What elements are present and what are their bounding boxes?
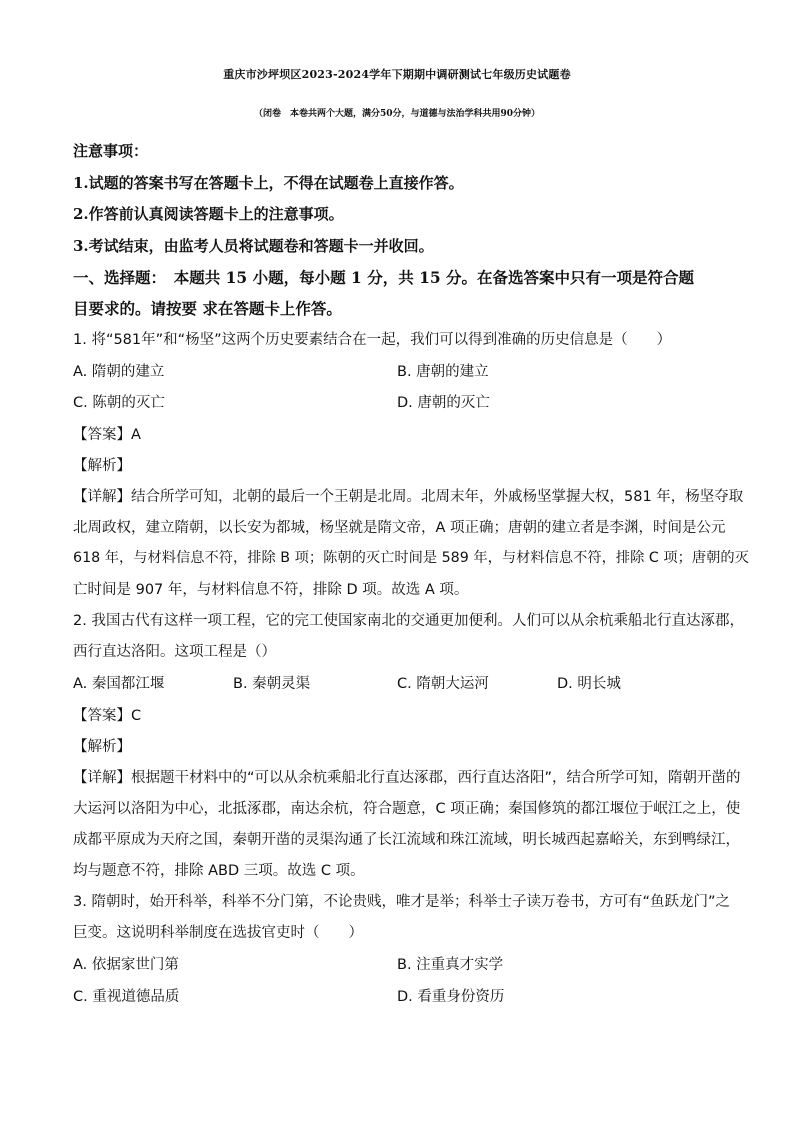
option-c: C. 隋朝大运河 [397,676,489,692]
note-item: 3.考试结束，由监考人员将试题卷和答题卡一并收回。 [73,237,434,255]
detail-line: 【详解】结合所学可知，北朝的最后一个王朝是北周。北周末年，外戚杨坚掌握大权，581 年，杨坚夺取 [73,489,744,505]
note-item: 1.试题的答案书写在答题卡上，不得在试题卷上直接作答。 [73,174,464,192]
option-d: D. 唐朝的灭亡 [397,395,490,411]
detail-line: 成都平原成为天府之国，秦朝开凿的灵渠沟通了长江流域和珠江流域，明长城西起嘉峪关，东到鸭绿江， [73,832,740,848]
option-b: B. 唐朝的建立 [397,364,489,380]
question-stem-cont: 巨变。这说明科举制度在选拔官吏时（ ） [73,925,363,941]
answer-label: 【答案】A [73,427,141,443]
option-d: D. 明长城 [557,676,621,692]
option-b: B. 注重真才实学 [397,957,504,973]
question-stem: 1. 将“581年”和“杨坚”这两个历史要素结合在一起，我们可以得到准确的历史信息是（ ） [73,332,672,348]
page-subtitle: （闭卷 本卷共两个大题，满分50分，与道德与法治学科共用90分钟） [253,109,541,119]
option-d: D. 看重身份资历 [397,989,505,1005]
note-item: 2.作答前认真阅读答题卡上的注意事项。 [73,205,344,223]
section-heading-cont: 目要求的。请按要 求在答题卡上作答。 [73,299,342,318]
notes-heading: 注意事项： [73,142,149,160]
detail-line: 大运河以洛阳为中心，北抵涿郡，南达余杭，符合题意，C 项正确；秦国修筑的都江堰位于岷江之上，使 [73,801,741,817]
answer-label: 【答案】C [73,708,142,724]
option-a: A. 秦国都江堰 [73,676,165,692]
option-a: A. 依据家世门第 [73,957,179,973]
detail-line: 北周政权，建立隋朝，以长安为都城，杨坚就是隋文帝，A 项正确；唐朝的建立者是李渊，时间是公元 [73,520,726,536]
section-heading: 一、选择题： 本题共 15 小题，每小题 1 分，共 15 分。在备选答案中只有一项是符合题 [73,268,695,287]
detail-line: 618 年，与材料信息不符，排除 B 项；陈朝的灭亡时间是 589 年，与材料信息不符，排除 C 项；唐朝的灭 [73,550,749,566]
detail-line: 均与题意不符，排除 ABD 三项。故选 C 项。 [73,863,365,879]
page-title: 重庆市沙坪坝区2023-2024学年下期期中调研测试七年级历史试题卷 [223,68,571,81]
question-stem: 2. 我国古代有这样一项工程，它的完工使国家南北的交通更加便利。人们可以从余杭乘船北行直达涿郡， [73,613,744,629]
analysis-label: 【解析】 [73,739,131,755]
option-a: A. 隋朝的建立 [73,364,165,380]
analysis-label: 【解析】 [73,458,131,474]
question-stem-cont: 西行直达洛阳。这项工程是（） [73,644,276,660]
option-b: B. 秦朝灵渠 [233,676,311,692]
detail-line: 亡时间是 907 年，与材料信息不符，排除 D 项。故选 A 项。 [73,582,469,598]
question-stem: 3. 隋朝时，始开科举，科举不分门第，不论贵贱，唯才是举；科举士子读万卷书，方可有“鱼跃龙门”之 [73,894,730,910]
option-c: C. 陈朝的灭亡 [73,395,165,411]
option-c: C. 重视道德品质 [73,989,180,1005]
detail-line: 【详解】根据题干材料中的“可以从余杭乘船北行直达涿郡，西行直达洛阳”，结合所学可知，隋朝开凿的 [73,770,741,786]
